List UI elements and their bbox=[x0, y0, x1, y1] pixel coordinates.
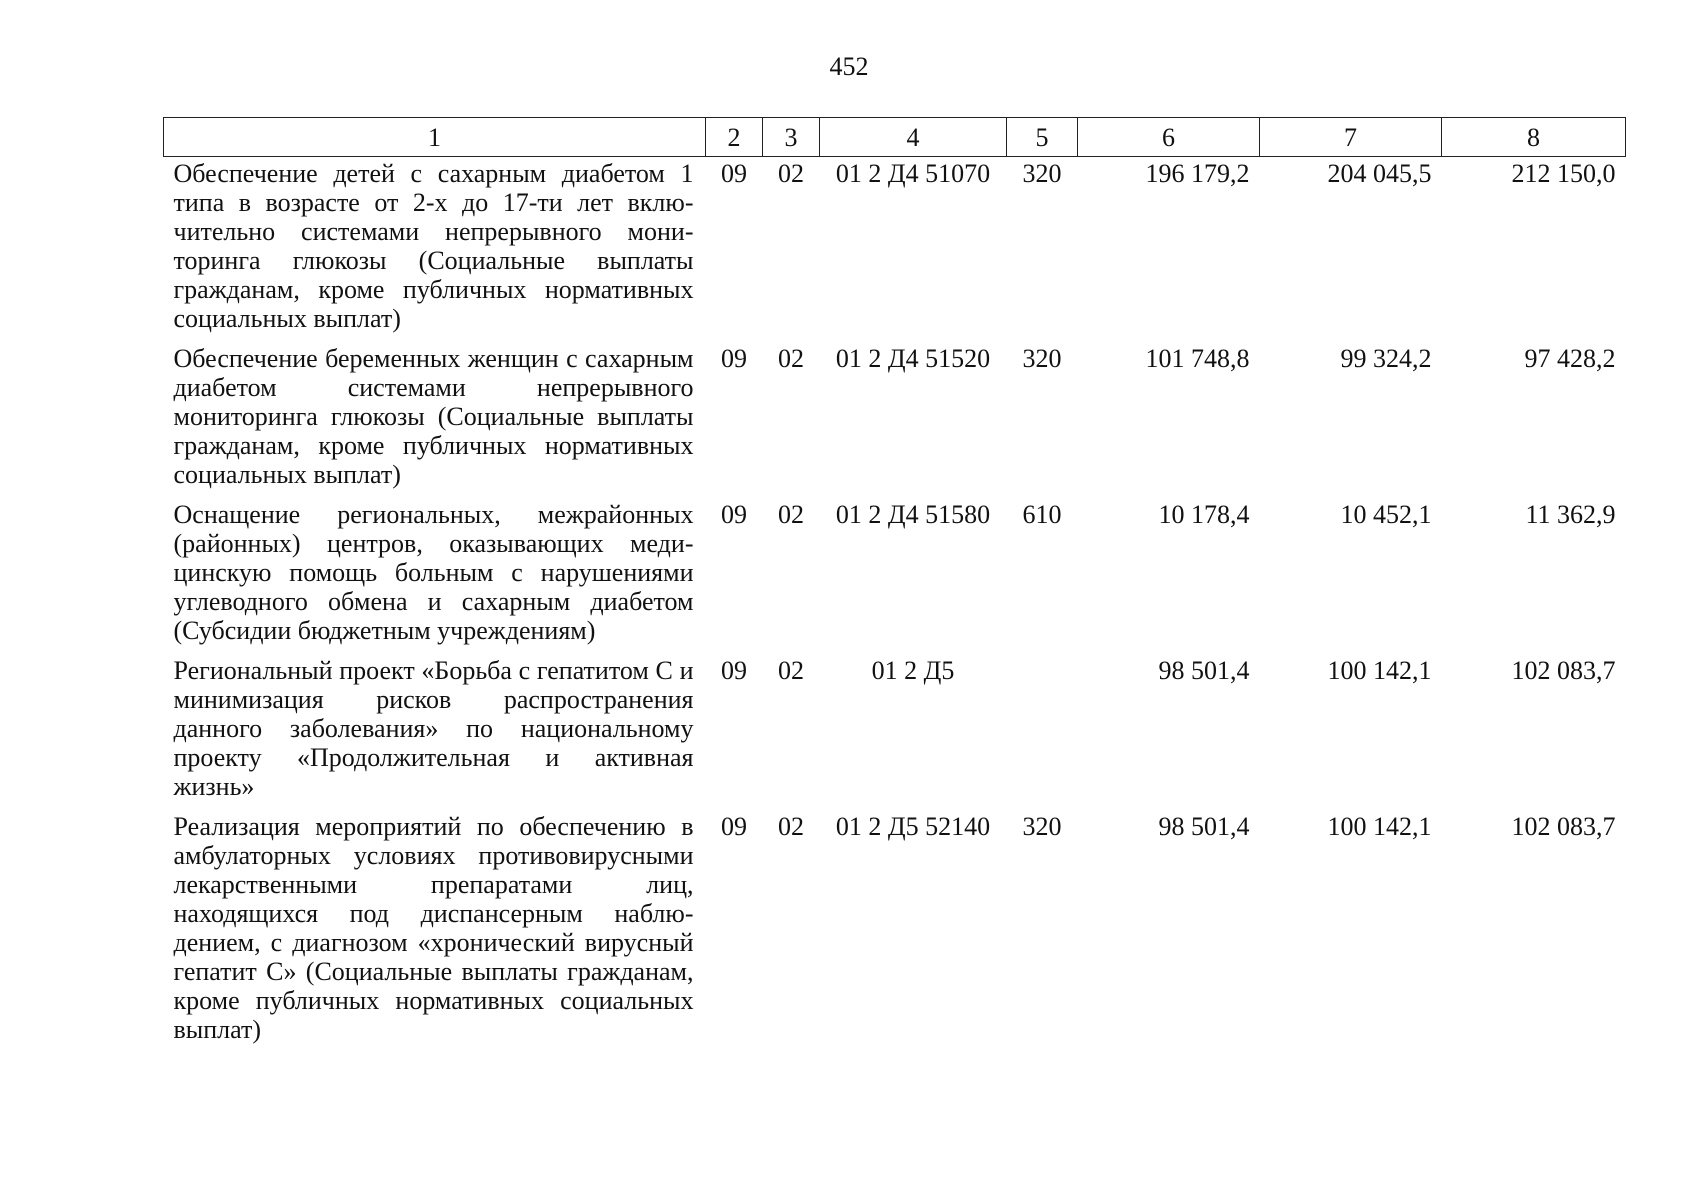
row-target-article-code: 01 2 Д5 52140 bbox=[835, 812, 991, 841]
table-header bbox=[164, 118, 1626, 157]
row-target-article-code: 01 2 Д4 51580 bbox=[835, 500, 991, 529]
table-body bbox=[164, 157, 1626, 1054]
row-amount-col-8: 102 083,7 bbox=[1511, 656, 1616, 685]
header-col-6: 6 bbox=[1078, 118, 1260, 157]
table-row bbox=[164, 654, 1626, 810]
header-col-3: 3 bbox=[763, 118, 820, 157]
row-description: Оснащение региональных, межрайонных (районных) центров, оказывающих медицинскую помощь больным с нарушениями углеводного обмена и сахарным диабетом (Субсидии бюджетным учреждениям) bbox=[173, 500, 694, 645]
row-subsection-code: 02 bbox=[778, 159, 804, 188]
row-amount-col-7: 100 142,1 bbox=[1327, 656, 1432, 685]
row-subsection-code: 02 bbox=[778, 344, 804, 373]
budget-table bbox=[163, 117, 1626, 1053]
row-expense-type-code: 320 bbox=[1022, 159, 1062, 188]
row-section-code: 09 bbox=[721, 159, 747, 188]
row-description: Региональный проект «Борьба с гепатитом С и минимизация рисков распространения данного заболевания» по национальному проекту «Продолжительная и активная жизнь» bbox=[173, 656, 694, 801]
row-expense-type-code: 320 bbox=[1022, 344, 1062, 373]
header-row bbox=[164, 118, 1626, 157]
row-amount-col-7: 10 452,1 bbox=[1340, 500, 1432, 529]
row-amount-col-8: 11 362,9 bbox=[1525, 500, 1616, 529]
header-col-1: 1 bbox=[164, 118, 706, 157]
row-amount-col-7: 100 142,1 bbox=[1327, 812, 1432, 841]
row-amount-col-8: 97 428,2 bbox=[1524, 344, 1616, 373]
row-section-code: 09 bbox=[721, 344, 747, 373]
row-expense-type-code: 320 bbox=[1022, 812, 1062, 841]
row-amount-col-8: 102 083,7 bbox=[1511, 812, 1616, 841]
row-amount-col-8: 212 150,0 bbox=[1511, 159, 1616, 188]
table-row bbox=[164, 498, 1626, 654]
row-section-code: 09 bbox=[721, 812, 747, 841]
row-subsection-code: 02 bbox=[778, 656, 804, 685]
row-expense-type-code bbox=[1007, 654, 1078, 810]
row-subsection-code: 02 bbox=[778, 500, 804, 529]
row-description: Обеспечение беременных женщин с сахарным диабетом системами непрерывного мониторинга глюкозы (Социальные выплаты гражданам, кроме публичных нормативных социальных выплат) bbox=[173, 344, 694, 489]
table-row bbox=[164, 810, 1626, 1053]
row-amount-col-6: 196 179,2 bbox=[1145, 159, 1250, 188]
row-description: Обеспечение детей с сахарным диабетом 1 типа в возрасте от 2-х до 17-ти лет включительно системами непрерывного мониторинга глюкозы (Социальные выплаты гражданам, кроме публичных нормативных социальных выплат) bbox=[173, 159, 694, 333]
row-amount-col-6: 10 178,4 bbox=[1158, 500, 1250, 529]
row-expense-type-code: 610 bbox=[1022, 500, 1062, 529]
row-subsection-code: 02 bbox=[778, 812, 804, 841]
page-number: 452 bbox=[829, 52, 869, 81]
header-col-7: 7 bbox=[1260, 118, 1442, 157]
row-target-article-code: 01 2 Д4 51520 bbox=[835, 344, 991, 373]
header-col-8: 8 bbox=[1442, 118, 1626, 157]
row-target-article-code: 01 2 Д4 51070 bbox=[835, 159, 991, 188]
row-amount-col-7: 204 045,5 bbox=[1327, 159, 1432, 188]
row-description: Реализация мероприятий по обеспечению в амбулаторных условиях противовирусными лекарственными препаратами лиц, находящихся под диспансерным наблюдением, с диагнозом «хронический вирусный гепатит С» (Социальные выплаты гражданам, кроме публичных нормативных социальных выплат) bbox=[173, 812, 694, 1044]
row-amount-col-6: 98 501,4 bbox=[1158, 812, 1250, 841]
row-amount-col-6: 101 748,8 bbox=[1145, 344, 1250, 373]
row-amount-col-7: 99 324,2 bbox=[1340, 344, 1432, 373]
table-row bbox=[164, 157, 1626, 343]
header-col-4: 4 bbox=[820, 118, 1007, 157]
row-section-code: 09 bbox=[721, 500, 747, 529]
row-amount-col-6: 98 501,4 bbox=[1158, 656, 1250, 685]
header-col-5: 5 bbox=[1007, 118, 1078, 157]
row-target-article-code: 01 2 Д5 bbox=[871, 656, 955, 685]
budget-table-container bbox=[163, 117, 1625, 1053]
header-col-2: 2 bbox=[706, 118, 763, 157]
table-row bbox=[164, 342, 1626, 498]
row-section-code: 09 bbox=[721, 656, 747, 685]
